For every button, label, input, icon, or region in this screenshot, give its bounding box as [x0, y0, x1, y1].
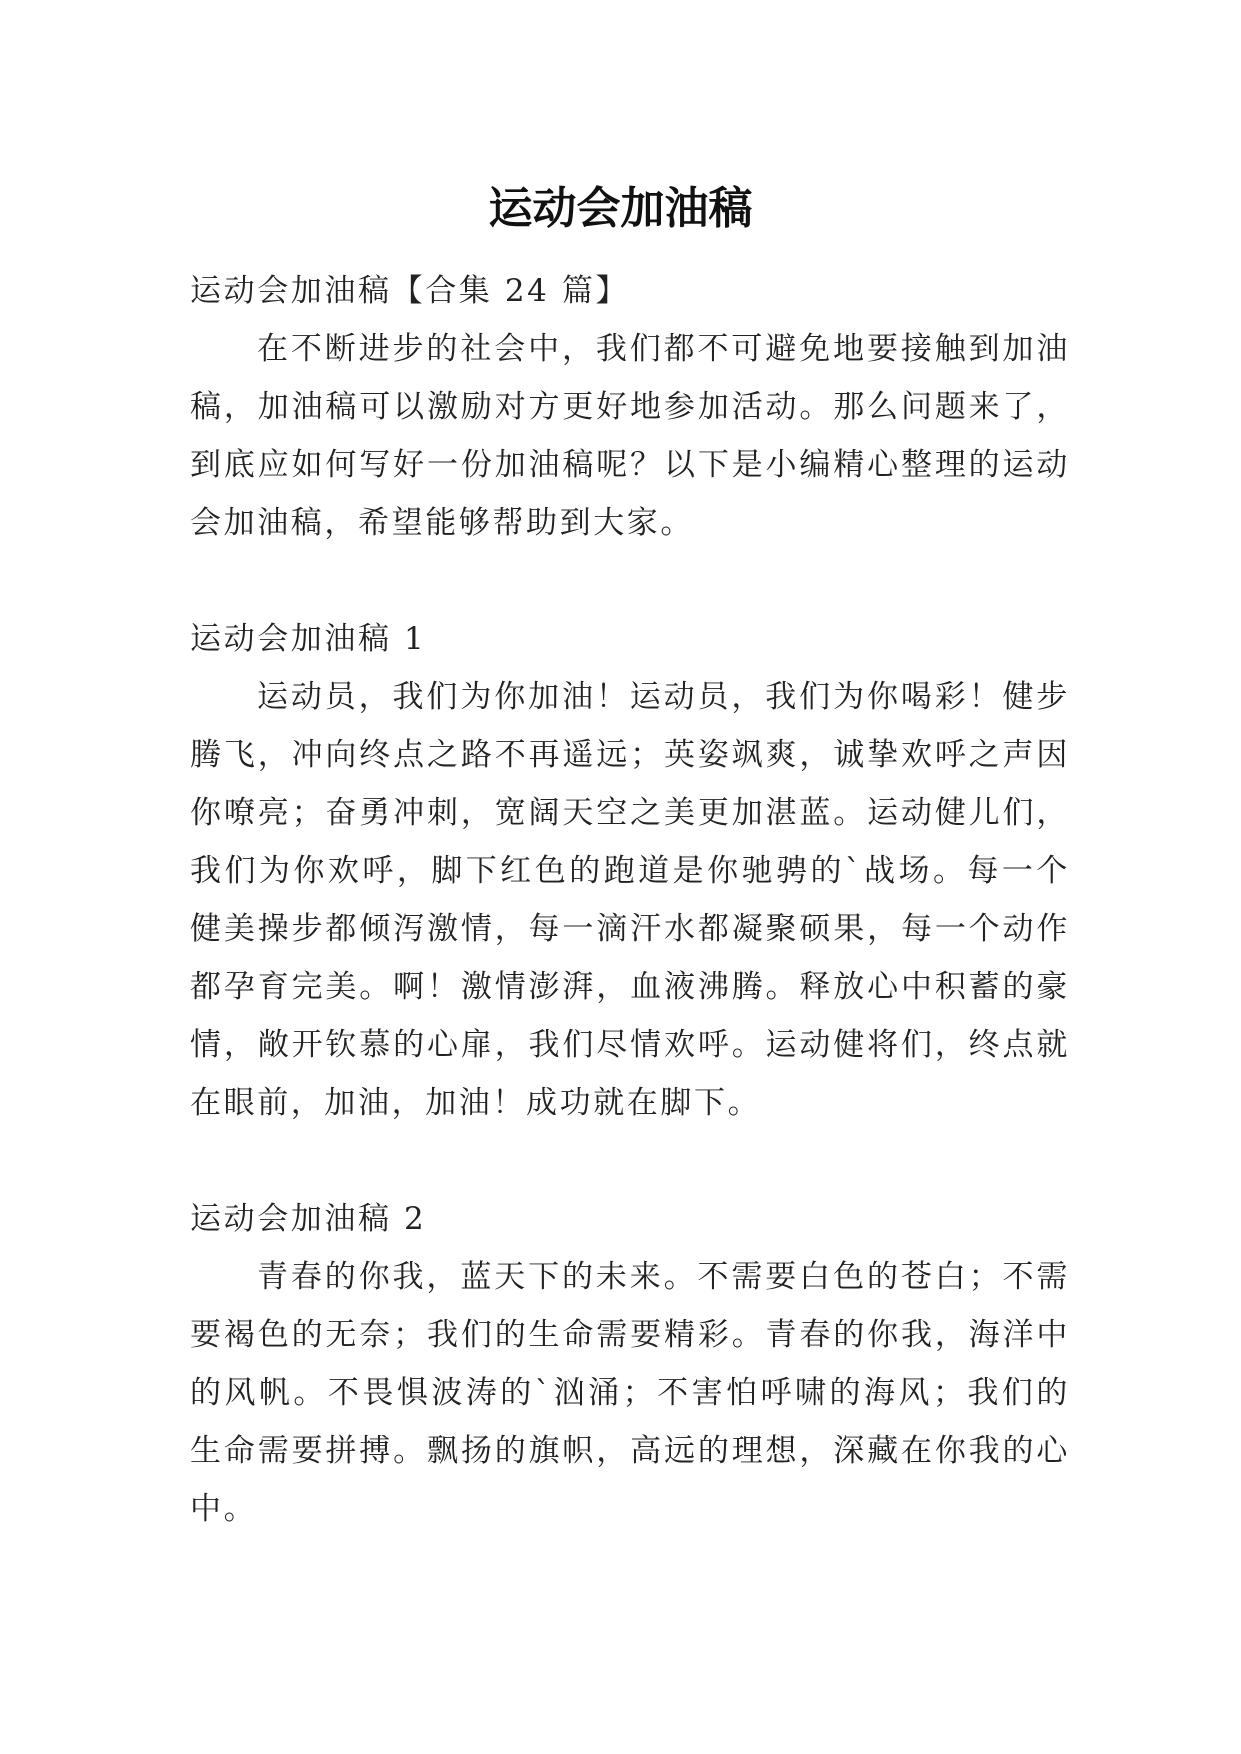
section-paragraph-2: 青春的你我，蓝天下的未来。不需要白色的苍白；不需要褐色的无奈；我们的生命需要精彩。青春的你我，海洋中的风帆。不畏惧波涛的`汹涌；不害怕呼啸的海风；我们的生命需要拼搏。飘扬的旗帜，高远的理想，深藏在你我的心中。 [190, 1259, 1070, 1527]
section-heading-2: 运动会加油稿 2 [190, 1201, 427, 1237]
section-spacer [190, 1132, 1070, 1190]
document-title: 运动会加油稿 [488, 183, 753, 235]
section-heading-1: 运动会加油稿 1 [190, 621, 427, 657]
document-body [190, 262, 1070, 1538]
section-spacer [190, 552, 1070, 610]
intro-paragraph: 在不断进步的社会中，我们都不可避免地要接触到加油稿，加油稿可以激励对方更好地参加活动。那么问题来了，到底应如何写好一份加油稿呢？以下是小编精心整理的运动会加油稿，希望能够帮助到大家。 [190, 331, 1070, 541]
section-paragraph-1: 运动员，我们为你加油！运动员，我们为你喝彩！健步腾飞，冲向终点之路不再遥远；英姿飒爽，诚挚欢呼之声因你嘹亮；奋勇冲刺，宽阔天空之美更加湛蓝。运动健儿们，我们为你欢呼，脚下红色的跑道是你驰骋的`战场。每一个健美操步都倾泻激情，每一滴汗水都凝聚硕果，每一个动作都孕育完美。啊！激情澎湃，血液沸腾。释放心中积蓄的豪情，敞开钦慕的心扉，我们尽情欢呼。运动健将们，终点就在眼前，加油，加油！成功就在脚下。 [190, 679, 1070, 1121]
document-subtitle: 运动会加油稿【合集 24 篇】 [190, 273, 630, 309]
